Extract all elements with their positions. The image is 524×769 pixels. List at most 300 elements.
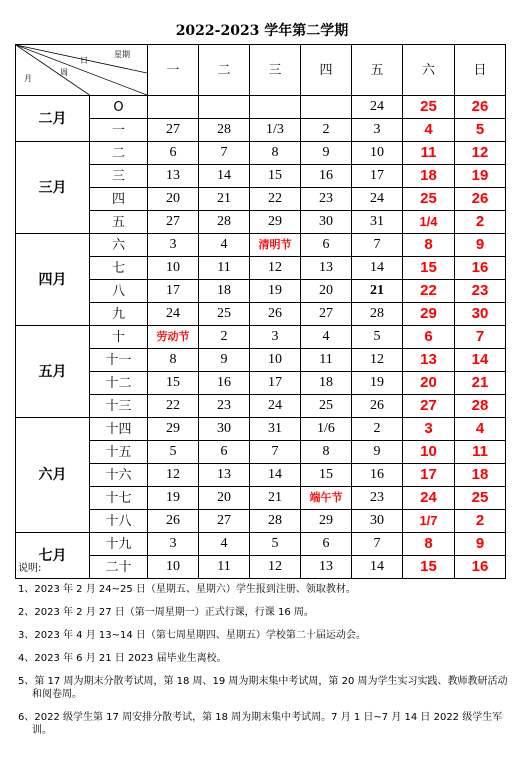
week-row (16, 326, 506, 349)
date-cell (455, 257, 506, 280)
date-value: 5 (169, 444, 177, 459)
date-cell (403, 303, 455, 326)
date-cell (250, 165, 301, 188)
date-cell (301, 395, 352, 418)
date-cell (352, 257, 403, 280)
date-cell (403, 372, 455, 395)
date-cell (455, 533, 506, 556)
date-value: 10 (370, 145, 384, 160)
date-cell (403, 510, 455, 533)
date-value: 7 (373, 237, 381, 252)
date-value: 28 (217, 122, 231, 137)
week-number: 六 (90, 234, 148, 257)
week-number: 十二 (90, 372, 148, 395)
date-cell (403, 257, 455, 280)
date-value: 1/6 (317, 421, 335, 436)
corner-label-yue: 月 (24, 74, 32, 83)
weekday-header: 二 (199, 45, 250, 96)
date-value: 13 (217, 467, 231, 482)
date-cell (301, 510, 352, 533)
week-number: 七 (90, 257, 148, 280)
week-number: 十四 (90, 418, 148, 441)
date-value: 12 (370, 352, 384, 367)
date-cell (148, 464, 199, 487)
date-cell (455, 165, 506, 188)
week-number: 十九 (90, 533, 148, 556)
week-row (16, 96, 506, 119)
date-value: 27 (319, 306, 333, 321)
date-cell (301, 142, 352, 165)
date-cell (301, 326, 352, 349)
date-cell (352, 464, 403, 487)
date-value: 14 (370, 260, 384, 275)
week-row (16, 487, 506, 510)
weekend-date: 4 (475, 420, 485, 437)
date-cell (301, 418, 352, 441)
date-cell (403, 464, 455, 487)
date-cell (199, 211, 250, 234)
weekend-date: 27 (420, 397, 437, 414)
week-number: 十六 (90, 464, 148, 487)
date-value: 17 (268, 375, 282, 390)
calendar-body (16, 96, 506, 579)
date-cell (148, 165, 199, 188)
date-cell (199, 257, 250, 280)
date-cell (403, 441, 455, 464)
date-value: 31 (268, 421, 282, 436)
date-cell (199, 326, 250, 349)
date-value: 24 (166, 306, 180, 321)
date-cell (455, 280, 506, 303)
note-item: 1、2023 年 2 月 24~25 日（星期五、星期六）学生报到注册、领取教材。 (18, 584, 356, 595)
weekday-header: 三 (250, 45, 301, 96)
notes-section (18, 562, 508, 747)
date-value: 7 (373, 536, 381, 551)
date-cell (455, 510, 506, 533)
month-label: 五月 (16, 326, 90, 418)
week-row (16, 257, 506, 280)
date-cell (352, 418, 403, 441)
date-value: 24 (370, 99, 384, 114)
date-cell (199, 487, 250, 510)
date-cell (148, 487, 199, 510)
date-value: 27 (217, 513, 231, 528)
date-value: 2 (322, 122, 330, 137)
date-value: 8 (322, 444, 330, 459)
date-cell (199, 165, 250, 188)
date-cell (352, 372, 403, 395)
weekend-date: 4 (424, 121, 433, 138)
date-cell (403, 349, 455, 372)
date-cell (352, 119, 403, 142)
date-cell (301, 533, 352, 556)
date-value: 31 (370, 214, 384, 229)
date-value: 17 (370, 168, 384, 183)
date-value: 2 (373, 421, 381, 436)
date-cell (199, 303, 250, 326)
date-cell (455, 234, 506, 257)
date-cell (148, 188, 199, 211)
week-number: 十七 (90, 487, 148, 510)
date-value: 19 (370, 375, 384, 390)
week-row (16, 119, 506, 142)
weekend-date: 26 (471, 190, 489, 207)
weekend-date: 25 (420, 98, 437, 115)
date-value: 27 (166, 214, 180, 229)
date-value: 3 (271, 329, 279, 344)
date-cell (301, 188, 352, 211)
date-value: 4 (220, 536, 228, 551)
month-label: 四月 (16, 234, 90, 326)
week-number: 四 (90, 188, 148, 211)
date-cell (301, 165, 352, 188)
week-number: 二十 (90, 556, 148, 579)
date-cell (455, 395, 506, 418)
week-number: 十 (90, 326, 148, 349)
date-cell (403, 487, 455, 510)
date-cell (455, 487, 506, 510)
date-cell (199, 349, 250, 372)
date-value: 18 (319, 375, 333, 390)
date-cell (403, 119, 455, 142)
week-number: O (90, 96, 148, 119)
date-cell (250, 372, 301, 395)
date-cell (199, 395, 250, 418)
date-cell (403, 142, 455, 165)
weekend-date: 21 (471, 374, 489, 391)
date-cell (403, 533, 455, 556)
weekend-date: 17 (420, 466, 437, 483)
month-label: 二月 (16, 96, 90, 142)
date-value: 26 (370, 398, 384, 413)
date-cell (403, 418, 455, 441)
date-value: 15 (319, 467, 333, 482)
date-value: 29 (319, 513, 333, 528)
holiday-label: 清明节 (258, 238, 292, 251)
date-value: 15 (166, 375, 180, 390)
date-value: 24 (370, 191, 384, 206)
date-value: 29 (268, 214, 282, 229)
weekend-date: 11 (420, 144, 437, 161)
date-cell (199, 464, 250, 487)
date-cell (301, 441, 352, 464)
date-cell (250, 326, 301, 349)
date-cell (199, 418, 250, 441)
date-cell (455, 211, 506, 234)
date-value: 23 (370, 490, 384, 505)
week-number: 十五 (90, 441, 148, 464)
date-cell (250, 441, 301, 464)
header-row (16, 45, 506, 96)
date-cell (148, 234, 199, 257)
date-value: 14 (370, 559, 384, 574)
week-row (16, 303, 506, 326)
weekend-date: 1/7 (419, 512, 438, 528)
date-cell (148, 326, 199, 349)
date-cell (148, 349, 199, 372)
date-value: 25 (319, 398, 333, 413)
date-value: 30 (319, 214, 333, 229)
date-value: 9 (220, 352, 228, 367)
corner-label-xingqi: 星期 (114, 50, 130, 59)
date-cell (352, 326, 403, 349)
weekday-header: 六 (403, 45, 455, 96)
date-cell (250, 395, 301, 418)
weekend-date: 6 (424, 328, 433, 345)
week-row (16, 441, 506, 464)
weekend-date: 20 (420, 374, 437, 391)
weekend-date: 18 (420, 167, 437, 184)
weekend-date: 22 (420, 282, 437, 299)
date-value: 21 (268, 490, 282, 505)
holiday-label: 劳动节 (156, 330, 190, 343)
corner-label-ri: 日 (80, 56, 88, 65)
date-value: 12 (166, 467, 180, 482)
date-value: 6 (220, 444, 228, 459)
date-cell (148, 303, 199, 326)
date-cell (403, 234, 455, 257)
date-cell (455, 441, 506, 464)
date-value: 4 (322, 329, 330, 344)
date-cell (403, 395, 455, 418)
weekend-date: 23 (471, 282, 489, 299)
date-cell (199, 188, 250, 211)
date-cell (148, 280, 199, 303)
date-value: 10 (268, 352, 282, 367)
date-cell (352, 303, 403, 326)
date-value: 17 (166, 283, 180, 298)
date-cell (199, 510, 250, 533)
date-cell (455, 326, 506, 349)
date-cell (301, 487, 352, 510)
weekend-date: 30 (471, 305, 489, 322)
weekend-date: 19 (471, 167, 489, 184)
weekend-date: 11 (472, 443, 488, 460)
week-row (16, 418, 506, 441)
date-cell (250, 96, 301, 119)
date-value: 15 (268, 168, 282, 183)
date-cell (352, 510, 403, 533)
weekday-header: 四 (301, 45, 352, 96)
date-cell (455, 418, 506, 441)
date-value: 13 (166, 168, 180, 183)
date-value: 22 (166, 398, 180, 413)
date-value: 24 (268, 398, 282, 413)
holiday-label: 端午节 (309, 491, 343, 504)
date-cell (455, 188, 506, 211)
date-value: 7 (271, 444, 279, 459)
date-cell (301, 234, 352, 257)
date-value: 6 (169, 145, 177, 160)
note-item: 4、2023 年 6 月 21 日 2023 届毕业生离校。 (18, 653, 227, 664)
weekend-date: 14 (471, 351, 489, 368)
week-number: 一 (90, 119, 148, 142)
date-cell (199, 119, 250, 142)
date-value: 20 (319, 283, 333, 298)
date-value: 6 (322, 536, 330, 551)
date-value: 12 (268, 260, 282, 275)
weekend-date: 2 (475, 213, 485, 230)
week-row (16, 372, 506, 395)
date-cell (301, 464, 352, 487)
date-value: 28 (370, 306, 384, 321)
weekend-date: 29 (420, 305, 437, 322)
weekday-header: 五 (352, 45, 403, 96)
weekend-date: 26 (471, 98, 489, 115)
date-cell (455, 303, 506, 326)
weekday-header: 日 (455, 45, 506, 96)
week-number: 二 (90, 142, 148, 165)
week-number: 八 (90, 280, 148, 303)
date-cell (455, 96, 506, 119)
date-cell (455, 349, 506, 372)
weekend-date: 24 (420, 489, 437, 506)
note-item: 6、2022 级学生第 17 周安排分散考试，第 18 周为期末集中考试周。7 月 1 日~7 月 14 日 2022 级学生军训。 (18, 712, 503, 736)
date-value: 16 (370, 467, 384, 482)
date-value: 4 (220, 237, 228, 252)
date-cell (301, 280, 352, 303)
date-value: 16 (217, 375, 231, 390)
week-row (16, 188, 506, 211)
date-cell (199, 372, 250, 395)
date-value: 25 (217, 306, 231, 321)
date-cell (403, 280, 455, 303)
date-cell (403, 326, 455, 349)
date-value: 11 (217, 559, 231, 574)
date-value: 30 (370, 513, 384, 528)
date-cell (352, 349, 403, 372)
date-value: 20 (166, 191, 180, 206)
weekend-date: 16 (471, 558, 489, 575)
date-value: 7 (220, 145, 228, 160)
weekend-date: 7 (475, 328, 485, 345)
week-number: 十八 (90, 510, 148, 533)
date-value: 28 (217, 214, 231, 229)
date-cell (352, 441, 403, 464)
date-cell (301, 349, 352, 372)
month-label: 七月 (16, 533, 90, 579)
weekend-date: 10 (420, 443, 437, 460)
weekday-header: 一 (148, 45, 199, 96)
date-cell (403, 96, 455, 119)
date-value: 26 (268, 306, 282, 321)
date-cell (148, 441, 199, 464)
note-item: 2、2023 年 2 月 27 日（第一周星期一）正式行课，行课 16 周。 (18, 607, 314, 618)
date-cell (250, 418, 301, 441)
date-cell (250, 280, 301, 303)
date-value: 29 (166, 421, 180, 436)
weekend-date: 5 (475, 121, 485, 138)
note-item: 3、2023 年 4 月 13~14 日（第七周星期四、星期五）学校第二十届运动会。 (18, 630, 366, 641)
date-cell (455, 142, 506, 165)
week-row (16, 395, 506, 418)
weekend-date: 16 (471, 259, 489, 276)
date-value: 8 (169, 352, 177, 367)
weekend-date: 8 (424, 535, 433, 552)
date-cell (403, 211, 455, 234)
date-value: 11 (217, 260, 231, 275)
corner-label-zhou: 周 (60, 68, 68, 77)
date-cell (250, 119, 301, 142)
date-cell (250, 533, 301, 556)
date-value: 10 (166, 260, 180, 275)
date-cell (301, 372, 352, 395)
weekend-date: 3 (424, 420, 433, 437)
date-value: 26 (166, 513, 180, 528)
week-number: 五 (90, 211, 148, 234)
notes-heading: 说明: (18, 563, 42, 574)
note-item: 5、第 17 周为期末分散考试周，第 18 周、19 周为期末集中考试周，第 20 周为学生实习实践、教师教研活动和阅卷周。 (18, 676, 508, 700)
calendar-table (15, 44, 506, 579)
date-cell (148, 96, 199, 119)
weekend-date: 25 (420, 190, 437, 207)
date-value: 9 (322, 145, 330, 160)
week-row (16, 142, 506, 165)
month-label: 三月 (16, 142, 90, 234)
week-row (16, 165, 506, 188)
date-value: 5 (271, 536, 279, 551)
date-cell (250, 349, 301, 372)
date-value: 14 (217, 168, 231, 183)
date-value: 5 (373, 329, 381, 344)
date-cell (199, 234, 250, 257)
date-cell (455, 464, 506, 487)
date-cell (148, 211, 199, 234)
page-title: 2022-2023 学年第二学期 (175, 23, 349, 39)
date-value: 23 (319, 191, 333, 206)
date-cell (250, 257, 301, 280)
week-row (16, 510, 506, 533)
date-cell (301, 119, 352, 142)
date-value: 27 (166, 122, 180, 137)
date-cell (250, 234, 301, 257)
date-cell (455, 372, 506, 395)
date-value: 23 (217, 398, 231, 413)
date-cell (352, 395, 403, 418)
date-cell (250, 142, 301, 165)
date-cell (352, 188, 403, 211)
date-cell (301, 211, 352, 234)
date-cell (403, 188, 455, 211)
date-value: 16 (319, 168, 333, 183)
date-value: 19 (268, 283, 282, 298)
date-value: 1/3 (266, 122, 284, 137)
corner-cell (16, 45, 148, 96)
weekend-date: 2 (475, 512, 485, 529)
date-cell (352, 142, 403, 165)
date-cell (148, 142, 199, 165)
date-cell (250, 303, 301, 326)
date-cell (250, 510, 301, 533)
date-cell (403, 165, 455, 188)
week-number: 三 (90, 165, 148, 188)
week-number: 十一 (90, 349, 148, 372)
week-row (16, 464, 506, 487)
date-cell (352, 211, 403, 234)
date-cell (352, 280, 403, 303)
date-cell (352, 533, 403, 556)
week-row (16, 349, 506, 372)
week-row (16, 234, 506, 257)
week-row (16, 533, 506, 556)
date-cell (455, 119, 506, 142)
date-cell (148, 533, 199, 556)
date-cell (352, 165, 403, 188)
date-cell (199, 142, 250, 165)
week-number: 十三 (90, 395, 148, 418)
date-value: 19 (166, 490, 180, 505)
date-value: 6 (322, 237, 330, 252)
